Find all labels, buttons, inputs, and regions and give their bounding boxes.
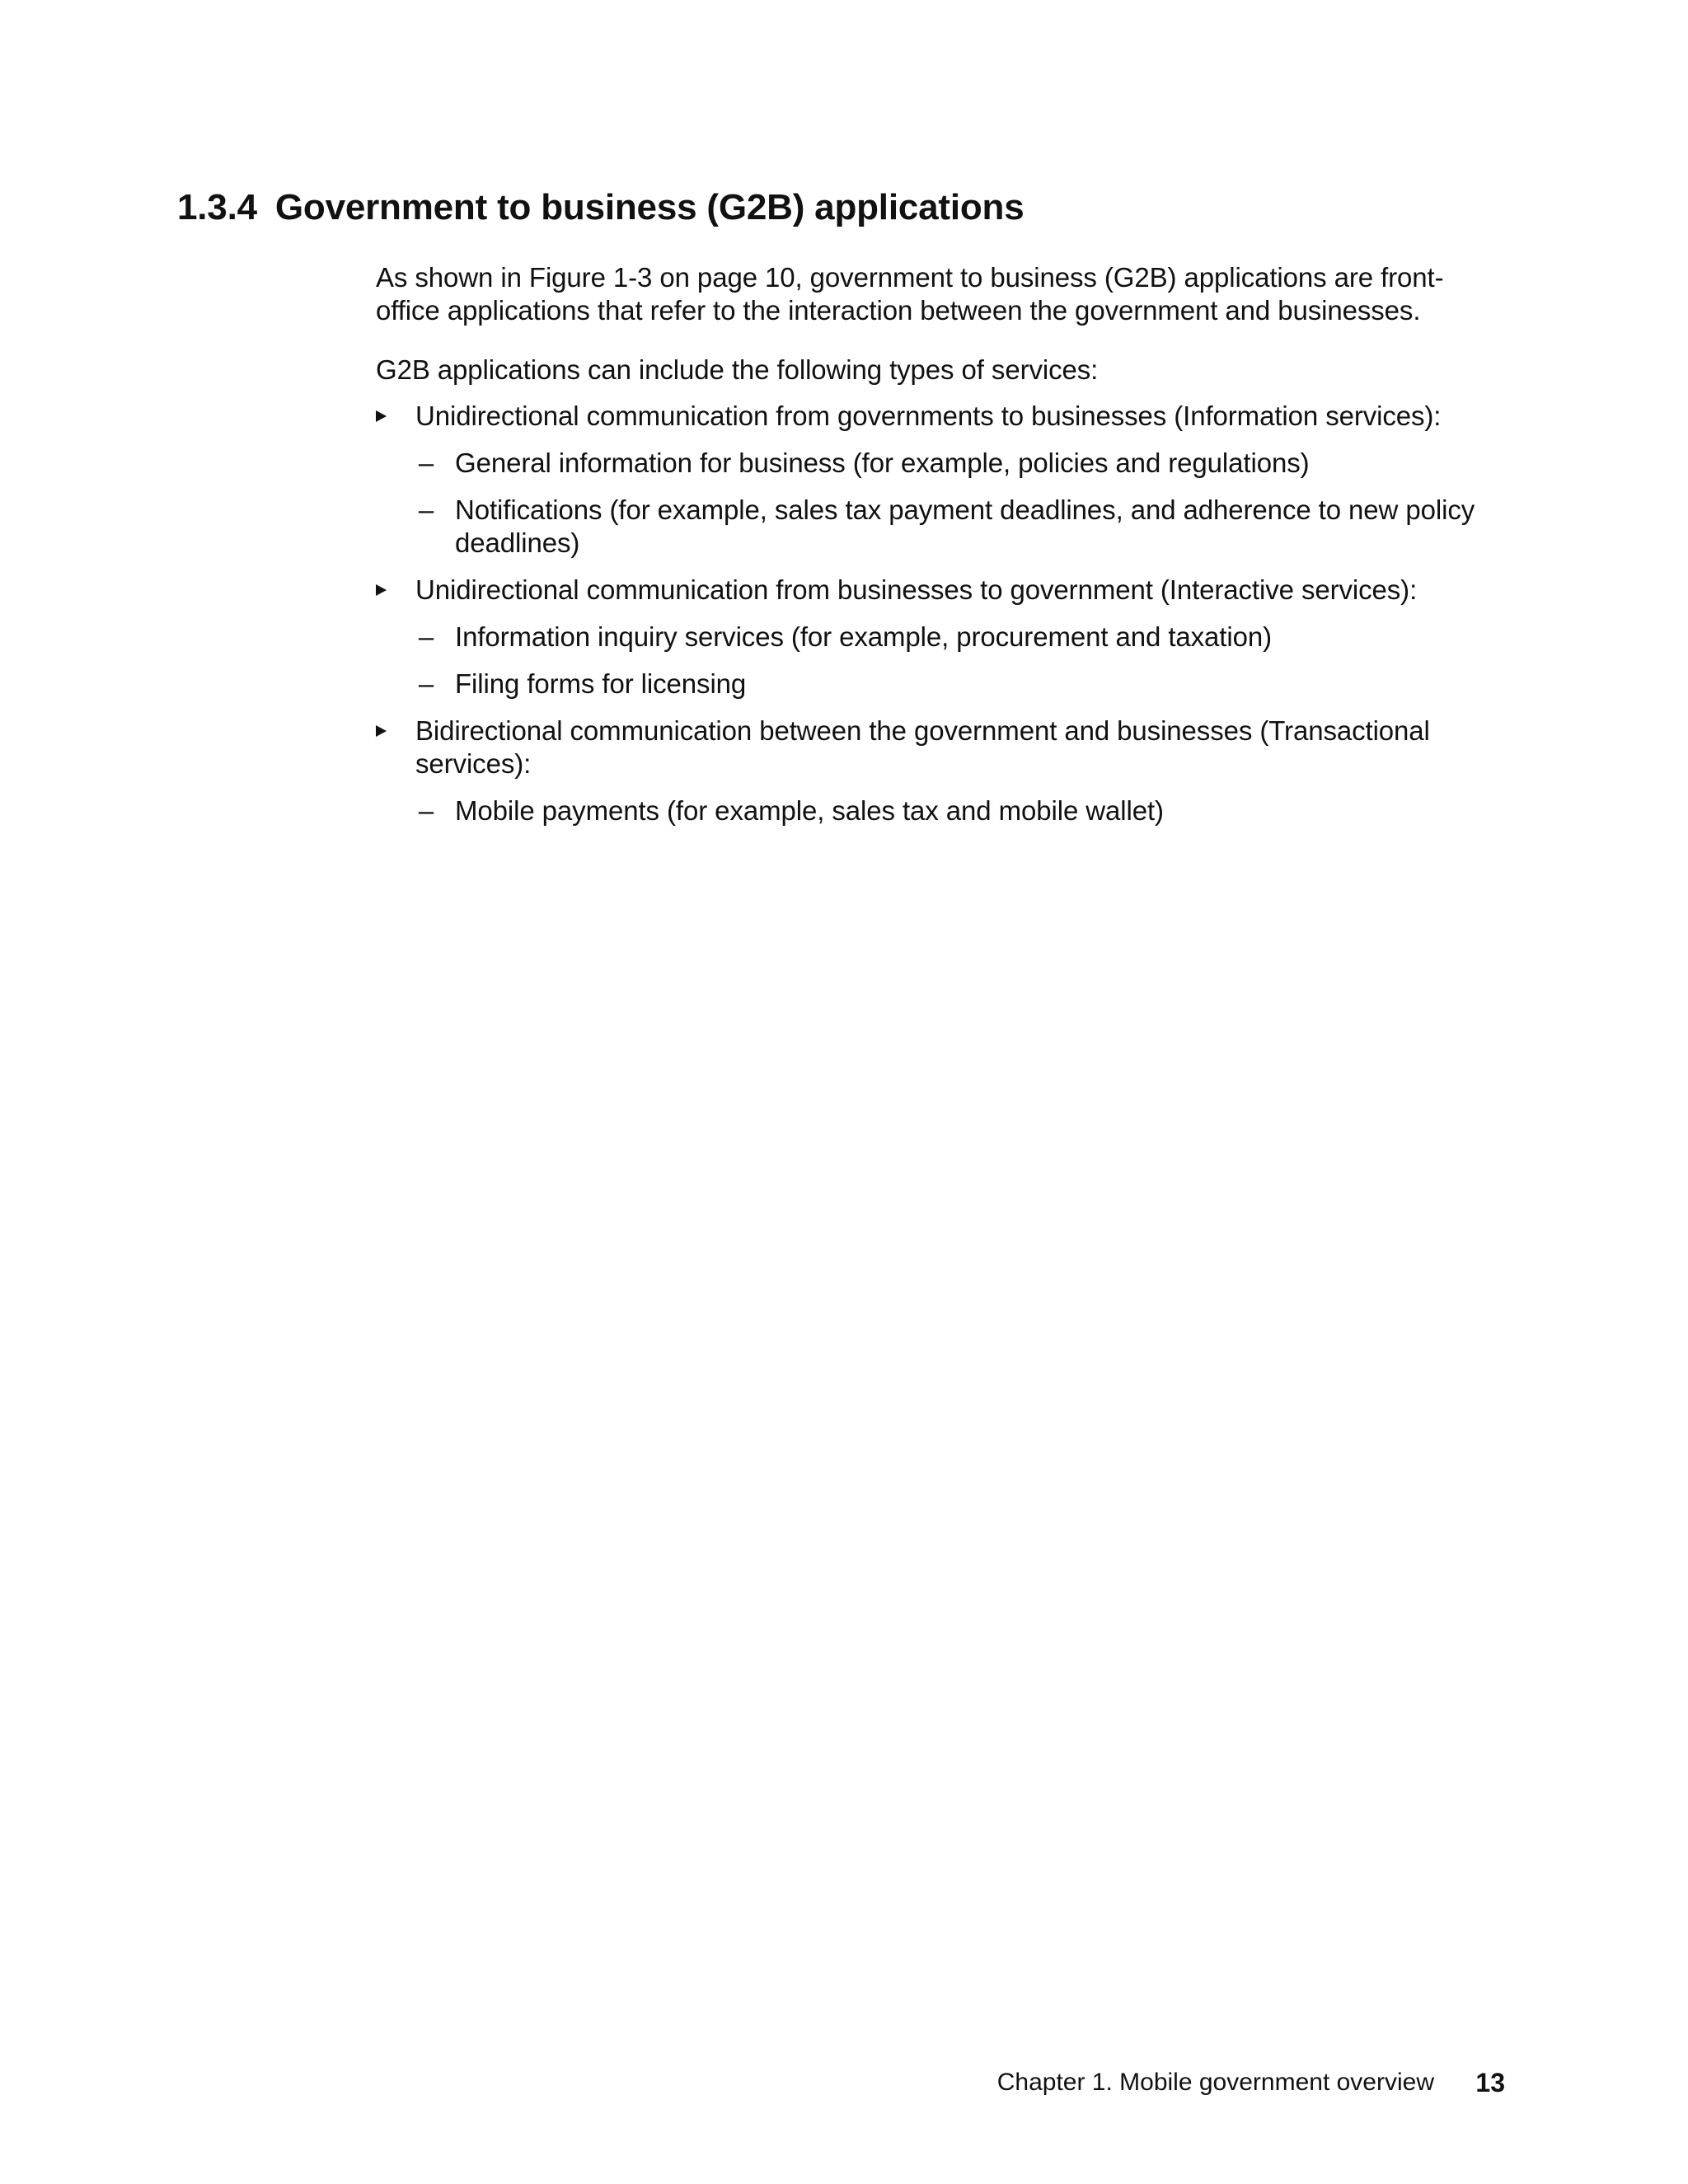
service-example-text: Notifications (for example, sales tax payment deadlines, and adherence to new policy deadlines) [455,494,1475,558]
triangle-bullet-icon [376,725,387,737]
service-example-text: General information for business (for example, policies and regulations) [455,448,1310,478]
service-examples-list [415,447,1505,560]
page-number: 13 [1475,2068,1505,2097]
intro-paragraph: As shown in Figure 1-3 on page 10, government to business (G2B) applications are front-office applications that refer to the interaction between the government and businesses. [376,262,1444,326]
dash-bullet-icon: – [418,668,434,699]
service-examples-list [415,621,1505,701]
section-title: Government to business (G2B) applications [274,187,1025,227]
service-category-information [376,400,1505,560]
service-examples-list [415,794,1505,827]
service-category-interactive [376,574,1505,701]
service-category-label: Bidirectional communication between the government and businesses (Transactional services): [415,715,1430,779]
section-heading [177,186,1025,229]
dash-bullet-icon: – [418,448,434,478]
service-example-item [415,621,1505,654]
dash-bullet-icon: – [418,795,434,826]
service-example-text: Filing forms for licensing [455,668,747,699]
page-footer [992,2064,1505,2101]
dash-bullet-icon: – [418,494,434,525]
service-example-text: Information inquiry services (for example, procurement and taxation) [455,621,1272,652]
service-category-label: Unidirectional communication from governments to businesses (Information services): [415,401,1442,431]
service-example-item [415,668,1505,701]
triangle-bullet-icon [376,410,387,422]
chapter-title: Chapter 1. Mobile government overview [996,2069,1434,2096]
service-category-transactional [376,715,1505,827]
dash-bullet-icon: – [418,621,434,652]
service-example-text: Mobile payments (for example, sales tax and mobile wallet) [455,795,1164,826]
services-list [376,400,1505,841]
service-example-item [415,447,1505,480]
section-number: 1.3.4 [177,187,257,227]
service-category-label: Unidirectional communication from businesses to government (Interactive services): [415,574,1418,605]
service-example-item [415,794,1505,827]
triangle-bullet-icon [376,584,387,596]
service-example-item [415,494,1505,560]
services-lead-paragraph: G2B applications can include the following types of services: [376,354,1099,385]
